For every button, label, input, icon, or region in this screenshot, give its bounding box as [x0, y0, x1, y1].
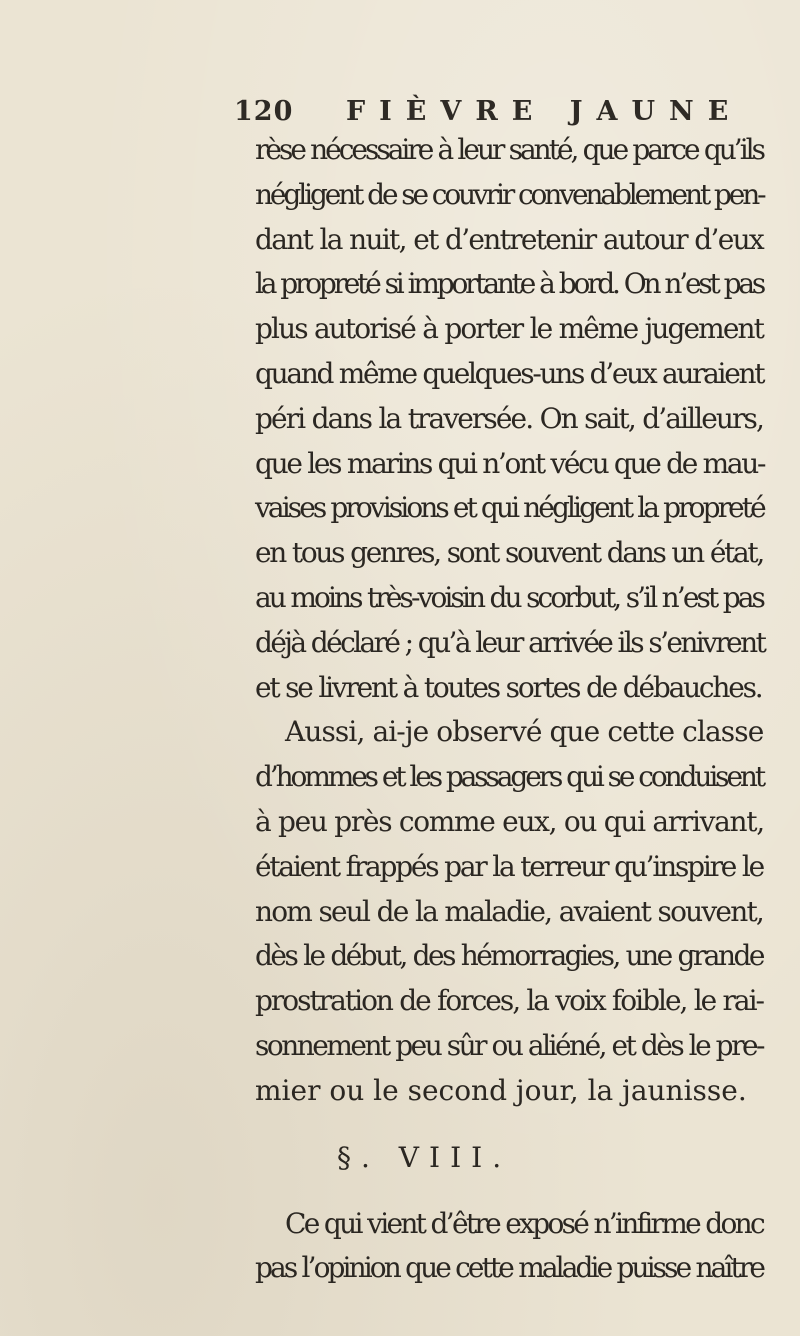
- text-line: prostration de forces, la voix foible, le rai-: [255, 984, 763, 1018]
- running-title: FIÈVRE JAUNE: [346, 96, 743, 127]
- text-line: à peu près comme eux, ou qui arrivant,: [255, 804, 764, 838]
- text-line: et se livrent à toutes sortes de débauches.: [255, 670, 762, 704]
- text-line: dant la nuit, et d’entretenir autour d’eux: [255, 222, 763, 256]
- text-line: nom seul de la maladie, avaient souvent,: [255, 894, 763, 928]
- text-line: étaient frappés par la terreur qu’inspire le: [255, 849, 763, 883]
- section-heading: §. VIII.: [337, 1140, 512, 1174]
- text-line: rèse nécessaire à leur santé, que parce qu’ils: [255, 133, 763, 166]
- text-line: mier ou le second jour, la jaunisse.: [255, 1073, 747, 1107]
- text-line: Aussi, ai-je observé que cette classe: [285, 715, 764, 749]
- text-line: d’hommes et les passagers qui se conduisent: [255, 760, 763, 794]
- text-line: négligent de se couvrir convenablement pen-: [255, 177, 764, 211]
- text-line: plus autorisé à porter le même jugement: [255, 312, 763, 346]
- text-line: que les marins qui n’ont vécu que de mau-: [255, 446, 765, 480]
- paragraph-continued: [255, 128, 763, 710]
- page-number: 120: [234, 96, 294, 127]
- text-line: vaises provisions et qui négligent la propreté: [255, 491, 764, 525]
- text-line: déjà déclaré ; qu’à leur arrivée ils s’enivrent: [255, 625, 765, 659]
- text-line: quand même quelques-uns d’eux auraient: [255, 356, 764, 390]
- paragraph-aussi: [255, 710, 763, 1113]
- body-text: [255, 128, 763, 1291]
- running-head: [234, 96, 742, 127]
- text-line: dès le début, des hémorragies, une grande: [255, 939, 763, 973]
- text-line: en tous genres, sont souvent dans un état,: [255, 536, 763, 570]
- text-line: pas l’opinion que cette maladie puisse naître: [255, 1251, 763, 1285]
- text-line: la propreté si importante à bord. On n’est pas: [255, 267, 763, 301]
- spacer: [255, 1190, 763, 1202]
- text-line: péri dans la traversée. On sait, d’ailleurs,: [255, 401, 763, 435]
- text-line: sonnement peu sûr ou aliéné, et dès le pre-: [255, 1028, 763, 1062]
- text-line: Ce qui vient d’être exposé n’infirme donc: [285, 1206, 763, 1240]
- paragraph-section-viii: [255, 1202, 763, 1292]
- text-line: au moins très-voisin du scorbut, s’il n’est pas: [255, 580, 763, 614]
- spacer: [255, 1114, 763, 1126]
